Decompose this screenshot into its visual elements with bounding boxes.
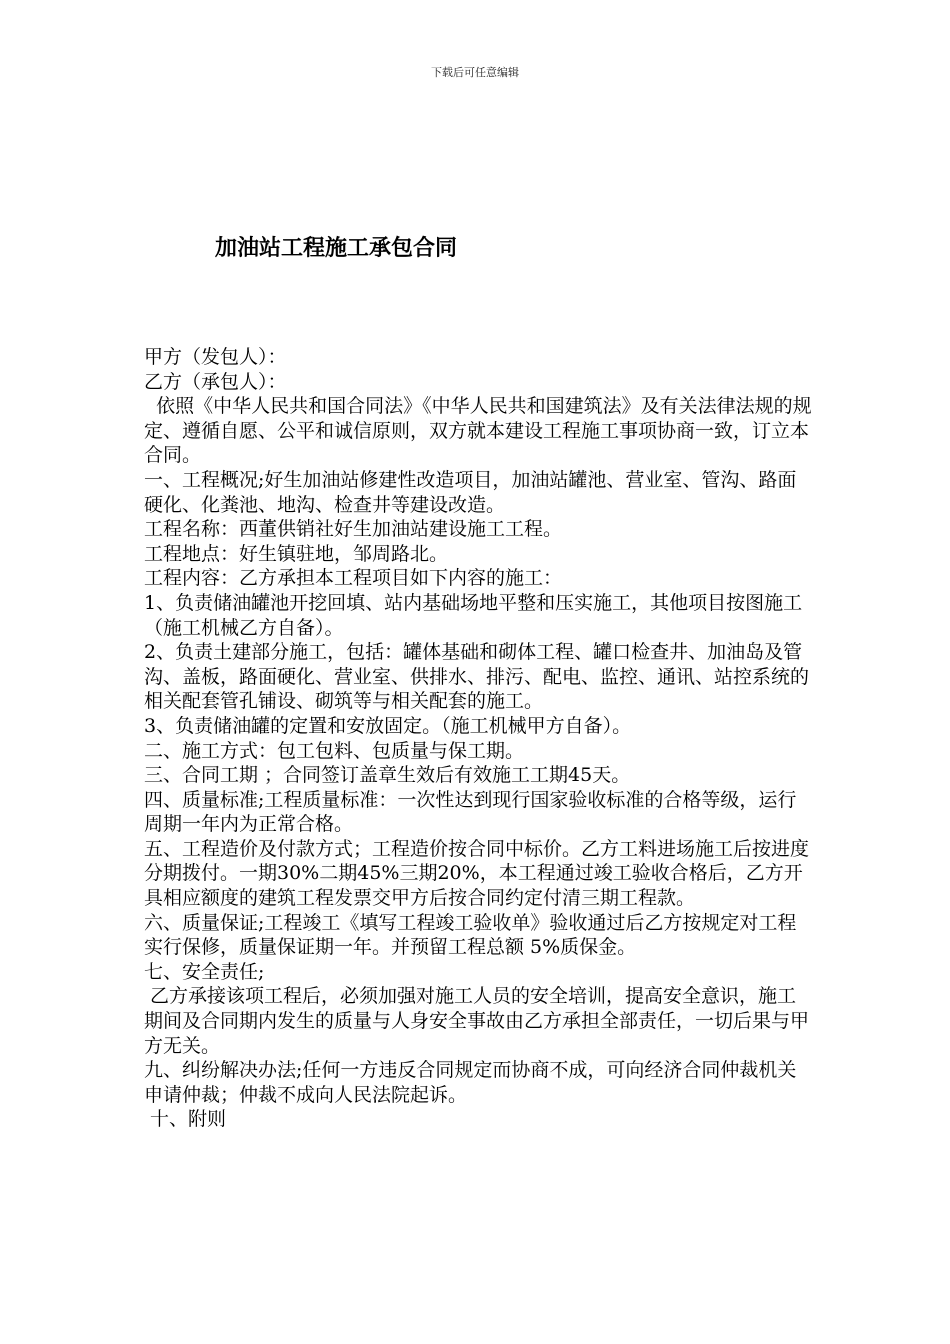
- page-header-note: 下载后可任意编辑: [431, 66, 519, 79]
- content-item-2: 2、负责土建部分施工，包括：罐体基础和砌体工程、罐口检查井、加油岛及管沟、盖板，路面硬化、营业室、供排水、排污、配电、监控、通讯、站控系统的相关配套管孔铺设、砌筑等与相关配套的施工。: [144, 641, 810, 713]
- party-a-line: 甲方（发包人）：: [144, 346, 287, 368]
- clause-construction-method: 二、施工方式：包工包料、包质量与保工期。: [144, 739, 525, 762]
- clause-dispute-resolution: 九、纠纷解决办法;任何一方违反合同规定而协商不成，可向经济合同仲裁机关申请仲裁；仲裁不成向人民法院起诉。: [144, 1059, 797, 1106]
- clause-project-overview: 一、工程概况;好生加油站修建性改造项目，加油站罐池、营业室、管沟、路面硬化、化粪池、地沟、检查井等建设改造。: [144, 468, 797, 516]
- content-item-1: 1、负责储油罐池开挖回填、站内基础场地平整和压实施工，其他项目按图施工（施工机械乙方自备）。: [144, 591, 803, 639]
- clause-contract-period: 三、合同工期 ；合同签订盖章生效后有效施工工期45天。: [144, 764, 631, 787]
- clause-safety-heading: 七、安全责任;: [144, 960, 265, 983]
- clause-cost-and-payment: 五、工程造价及付款方式；工程造价按合同中标价。乙方工料进场施工后按进度分期拨付。一期30%二期45%三期20%，本工程通过竣工验收合格后，乙方开具相应额度的建筑工程发票交甲方后按合同约定付清三期工程款。: [144, 837, 810, 910]
- clause-quality-guarantee: 六、质量保证;工程竣工《填写工程竣工验收单》验收通过后乙方按规定对工程实行保修，质量保证期一年。并预留工程总额 5%质保金。: [144, 911, 797, 959]
- party-b-line: 乙方（承包人）：: [144, 370, 287, 393]
- project-location-line: 工程地点：好生镇驻地，邹周路北。: [144, 542, 449, 565]
- document-body: [144, 345, 812, 1132]
- preamble-paragraph: 依照《中华人民共和国合同法》《中华人民共和国建筑法》及有关法律法规的规定、遵循自愿、公平和诚信原则，双方就本建设工程施工事项协商一致，订立本合同。: [144, 395, 812, 467]
- clause-supplementary-heading: 十、附则: [144, 1108, 227, 1131]
- clause-quality-standard: 四、质量标准;工程质量标准：一次性达到现行国家验收标准的合格等级，运行周期一年内为正常合格。: [144, 788, 797, 836]
- project-content-line: 工程内容：乙方承担本工程项目如下内容的施工：: [144, 567, 563, 590]
- document-title: 加油站工程施工承包合同: [215, 235, 458, 261]
- project-name-line: 工程名称：西董供销社好生加油站建设施工工程。: [144, 518, 563, 541]
- content-item-3: 3、负责储油罐的定置和安放固定。（施工机械甲方自备）。: [144, 714, 632, 737]
- clause-safety-body: 乙方承接该项工程后，必须加强对施工人员的安全培训，提高安全意识，施工期间及合同期内发生的质量与人身安全事故由乙方承担全部责任，一切后果与甲方无关。: [144, 985, 810, 1057]
